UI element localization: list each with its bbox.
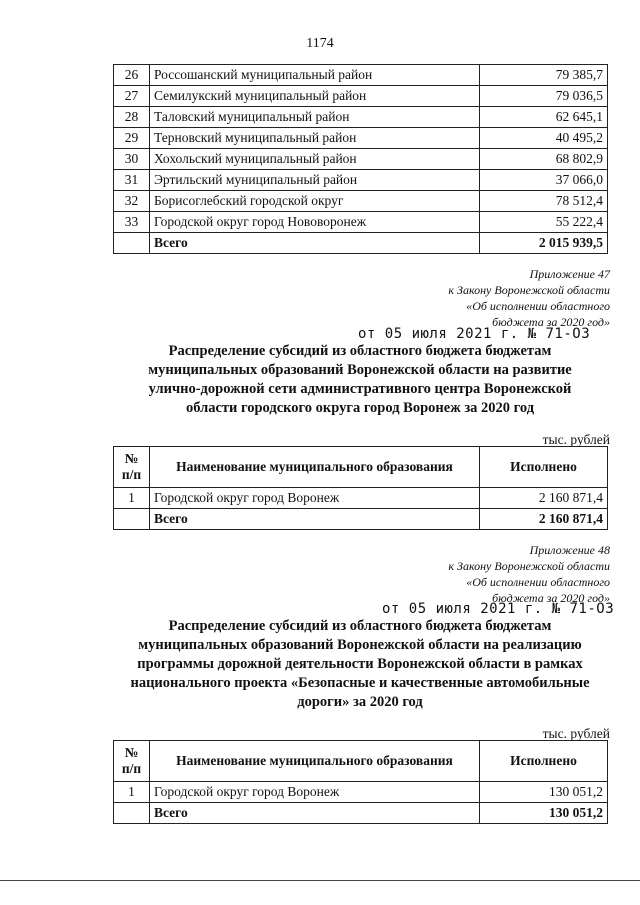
- table-row: [114, 212, 608, 233]
- appendix-law-ref: к Закону Воронежской области: [448, 283, 610, 297]
- header-row: [114, 741, 608, 782]
- table-row: [114, 65, 608, 86]
- table-row: [114, 128, 608, 149]
- heading-line: Распределение субсидий из областного бюджета бюджетам: [168, 343, 552, 359]
- row-num: 32: [114, 191, 150, 212]
- row-num: 28: [114, 107, 150, 128]
- law-date-stamp: от 05 июля 2021 г. № 71-ОЗ: [358, 326, 591, 342]
- row-name: Хохольский муниципальный район: [150, 149, 480, 170]
- row-value: 37 066,0: [480, 170, 608, 191]
- row-name: Эртильский муниципальный район: [150, 170, 480, 191]
- law-date-stamp: от 05 июля 2021 г. № 71-ОЗ: [382, 601, 615, 617]
- table-row: [114, 107, 608, 128]
- total-row: [114, 509, 608, 530]
- table-row: [114, 149, 608, 170]
- row-value: 130 051,2: [480, 782, 608, 803]
- row-value: 2 160 871,4: [480, 488, 608, 509]
- total-label: Всего: [150, 509, 480, 530]
- heading-line: муниципальных образований Воронежской области на развитие: [148, 362, 572, 378]
- appendix-law-year: бюджета за 2020 год»: [492, 591, 610, 605]
- total-label: Всего: [150, 233, 480, 254]
- row-name: Городской округ город Нововоронеж: [150, 212, 480, 233]
- total-value: 130 051,2: [480, 803, 608, 824]
- municipal-budget-table: [113, 64, 608, 254]
- row-value: 40 495,2: [480, 128, 608, 149]
- row-num: 31: [114, 170, 150, 191]
- row-num: 27: [114, 86, 150, 107]
- page-number: 1174: [306, 36, 334, 51]
- row-value: 79 036,5: [480, 86, 608, 107]
- row-value: 55 222,4: [480, 212, 608, 233]
- total-value: 2 015 939,5: [480, 233, 608, 254]
- page-bottom-divider: [0, 880, 640, 881]
- row-num: 1: [114, 782, 150, 803]
- appendix-48-header: [448, 542, 610, 606]
- appendix-law-name: «Об исполнении областного: [466, 299, 610, 313]
- heading-line: дороги» за 2020 год: [297, 694, 423, 710]
- table-row: [114, 488, 608, 509]
- total-num-cell: [114, 233, 150, 254]
- total-row: [114, 233, 608, 254]
- total-value: 2 160 871,4: [480, 509, 608, 530]
- table-row: [114, 170, 608, 191]
- row-num: 30: [114, 149, 150, 170]
- col-name-header: Наименование муниципального образования: [150, 741, 480, 782]
- appendix-law-name: «Об исполнении областного: [466, 575, 610, 589]
- subsidy-table-48: [113, 740, 608, 824]
- table-row: [114, 782, 608, 803]
- table-row: [114, 86, 608, 107]
- unit-label: тыс. рублей: [542, 432, 610, 447]
- row-num: 26: [114, 65, 150, 86]
- row-name: Таловский муниципальный район: [150, 107, 480, 128]
- row-name: Семилукский муниципальный район: [150, 86, 480, 107]
- heading-line: улично-дорожной сети административного центра Воронежской: [148, 381, 572, 397]
- row-name: Городской округ город Воронеж: [150, 488, 480, 509]
- heading-line: муниципальных образований Воронежской области на реализацию: [138, 637, 582, 653]
- appendix-title: Приложение 48: [529, 543, 610, 557]
- appendix-law-year: бюджета за 2020 год»: [492, 315, 610, 329]
- section-heading-48: [110, 617, 610, 712]
- heading-line: программы дорожной деятельности Воронежской области в рамках: [137, 656, 583, 672]
- heading-line: национального проекта «Безопасные и качественные автомобильные: [130, 675, 590, 691]
- total-label: Всего: [150, 803, 480, 824]
- row-num: 33: [114, 212, 150, 233]
- row-name: Терновский муниципальный район: [150, 128, 480, 149]
- col-num-header: № п/п: [114, 741, 150, 782]
- col-name-header: Наименование муниципального образования: [150, 447, 480, 488]
- subsidy-table-47: [113, 446, 608, 530]
- row-num: 1: [114, 488, 150, 509]
- row-name: Городской округ город Воронеж: [150, 782, 480, 803]
- table-row: [114, 191, 608, 212]
- total-num-cell: [114, 803, 150, 824]
- row-value: 68 802,9: [480, 149, 608, 170]
- total-row: [114, 803, 608, 824]
- row-name: Россошанский муниципальный район: [150, 65, 480, 86]
- row-value: 79 385,7: [480, 65, 608, 86]
- section-heading-47: [110, 342, 610, 418]
- col-value-header: Исполнено: [480, 447, 608, 488]
- row-name: Борисоглебский городской округ: [150, 191, 480, 212]
- heading-line: Распределение субсидий из областного бюджета бюджетам: [168, 618, 552, 634]
- col-value-header: Исполнено: [480, 741, 608, 782]
- appendix-title: Приложение 47: [529, 267, 610, 281]
- row-value: 62 645,1: [480, 107, 608, 128]
- header-row: [114, 447, 608, 488]
- appendix-47-header: [448, 266, 610, 330]
- table-body: [114, 65, 608, 233]
- row-num: 29: [114, 128, 150, 149]
- unit-label: тыс. рублей: [542, 726, 610, 741]
- row-value: 78 512,4: [480, 191, 608, 212]
- heading-line: области городского округа город Воронеж за 2020 год: [185, 400, 535, 416]
- appendix-law-ref: к Закону Воронежской области: [448, 559, 610, 573]
- total-num-cell: [114, 509, 150, 530]
- col-num-header: № п/п: [114, 447, 150, 488]
